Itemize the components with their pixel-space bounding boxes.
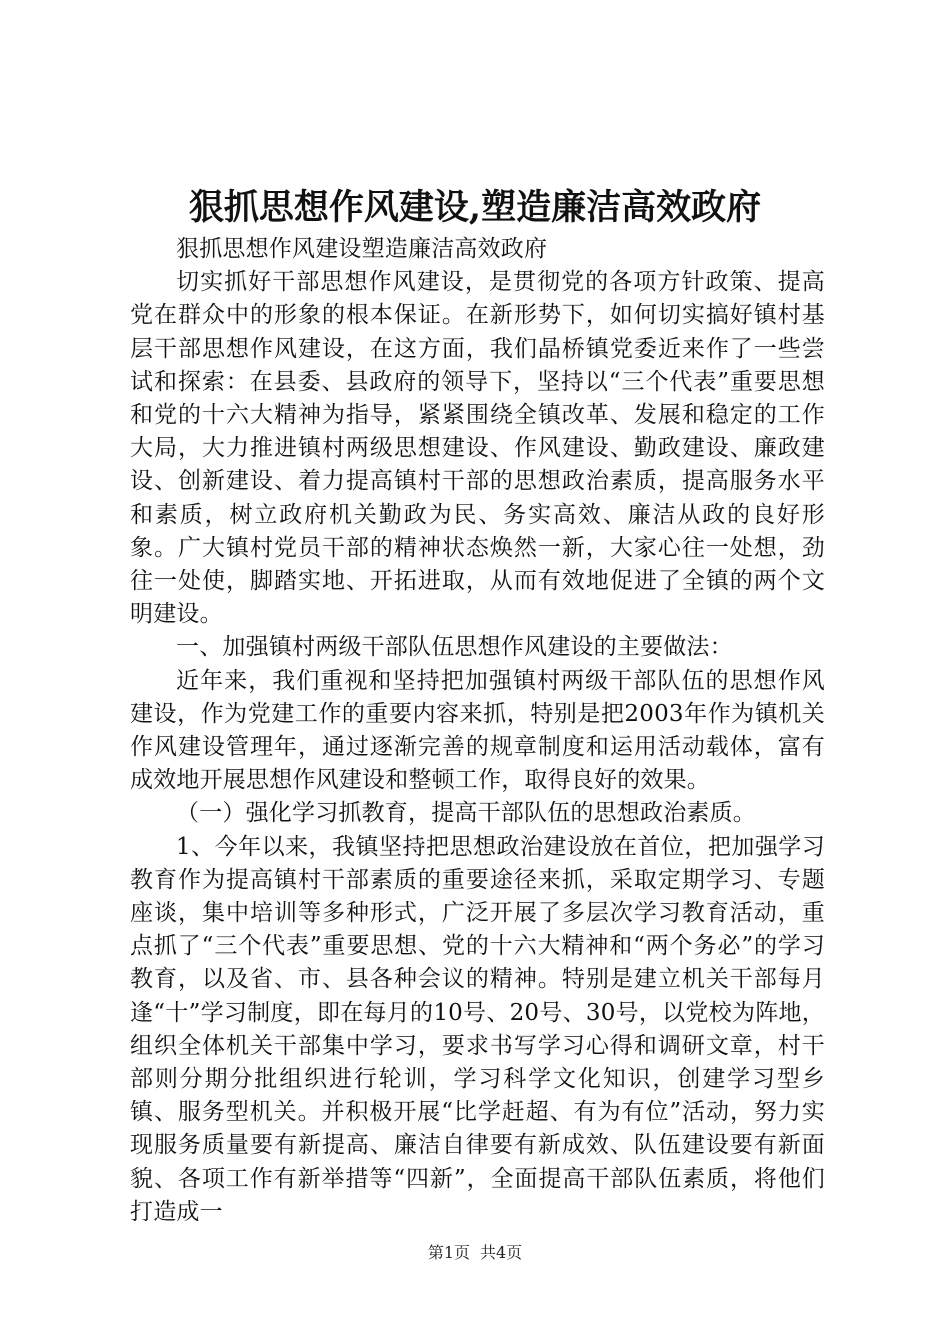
page-number: 第1页	[427, 1243, 470, 1262]
subtitle-paragraph: 狠抓思想作风建设塑造廉洁高效政府	[176, 236, 548, 262]
document-title: 狠抓思想作风建设,塑造廉洁高效政府	[188, 187, 762, 228]
body-paragraph: 1、今年以来，我镇坚持把思想政治建设放在首位，把加强学习教育作为提高镇村干部素质的重要途径来抓，采取定期学习、专题座谈，集中培训等多种形式，广泛开展了多层次学习教育活动，重点抓了“三个代表”重要思想、党的十六大精神和“两个务必”的学习教育，以及省、市、县各种会议的精神。特别是建立机关干部每月逢“十”学习制度，即在每月的10号、20号、30号，以党校为阵地，组织全体机关干部集中学习，要求书写学习心得和调研文章，村干部则分期分批组织进行轮训，学习科学文化知识，创建学习型乡镇、服务型机关。并积极开展“比学赶超、有为有位”活动，努力实现服务质量要有新提高、廉洁自律要有新成效、队伍建设要有新面貌、各项工作有新举措等“四新”，全面提高干部队伍素质，将他们打造成一	[130, 833, 825, 1225]
intro-paragraph: 切实抓好干部思想作风建设，是贯彻党的各项方针政策、提高党在群众中的形象的根本保证。在新形势下，如何切实搞好镇村基层干部思想作风建设，在这方面，我们晶桥镇党委近来作了一些尝试和探索：在县委、县政府的领导下，坚持以“三个代表”重要思想和党的十六大精神为指导，紧紧围绕全镇改革、发展和稳定的工作大局，大力推进镇村两级思想建设、作风建设、勤政建设、廉政建设、创新建设、着力提高镇村干部的思想政治素质，提高服务水平和素质，树立政府机关勤政为民、务实高效、廉洁从政的良好形象。广大镇村党员干部的精神状态焕然一新，大家心往一处想，劲往一处使，脚踏实地、开拓进取，从而有效地促进了全镇的两个文明建设。	[130, 269, 825, 628]
document-body	[130, 233, 825, 1229]
body-paragraph: 近年来，我们重视和坚持把加强镇村两级干部队伍的思想作风建设，作为党建工作的重要内容来抓，特别是把2003年作为镇机关作风建设管理年，通过逐渐完善的规章制度和运用活动载体，富有成效地开展思想作风建设和整顿工作，取得良好的效果。	[130, 667, 825, 794]
subsection-heading: （一）强化学习抓教育，提高干部队伍的思想政治素质。	[176, 800, 756, 827]
page-footer	[0, 1242, 950, 1264]
section-heading: 一、加强镇村两级干部队伍思想作风建设的主要做法：	[176, 634, 733, 661]
page-total: 共4页	[480, 1243, 523, 1262]
